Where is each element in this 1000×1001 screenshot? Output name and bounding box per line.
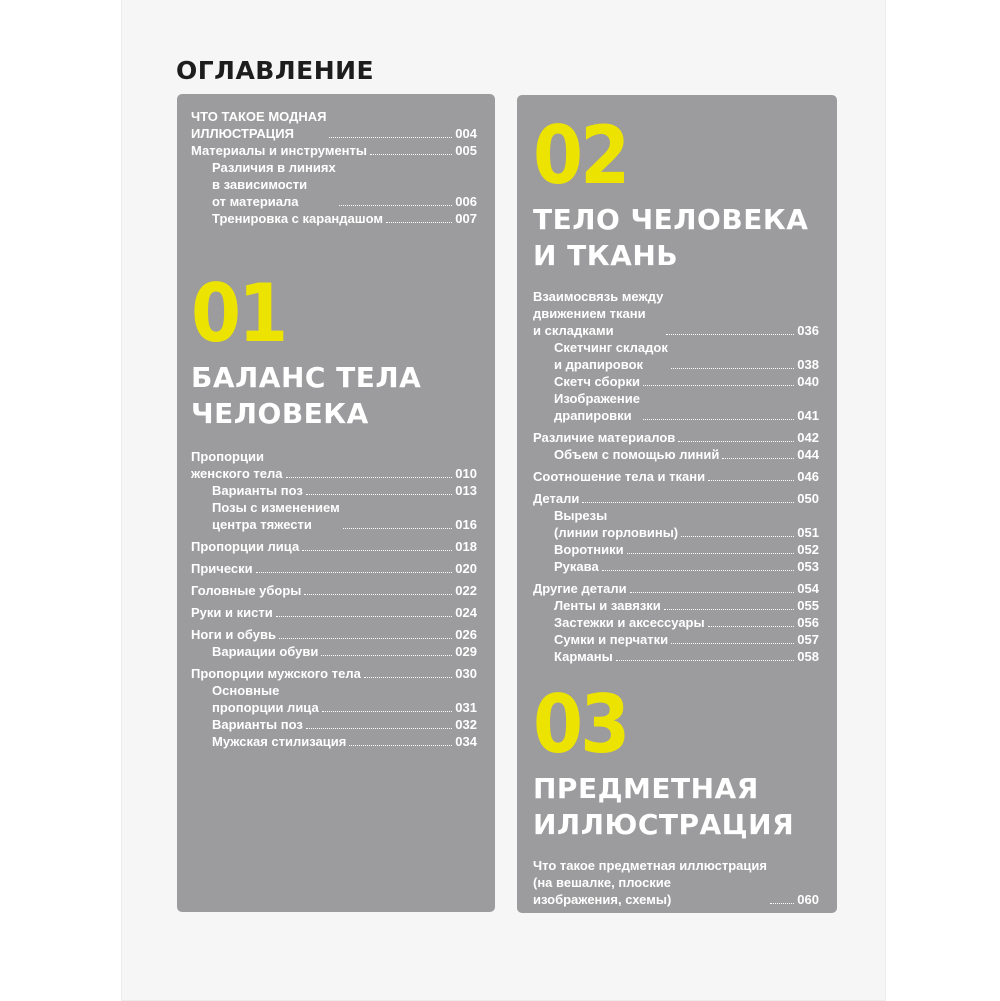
entry-page: 013: [455, 483, 477, 498]
entry-title: Взаимосвязь между движением ткани и складками: [533, 289, 664, 338]
entry-title: Пропорции лица: [191, 539, 300, 554]
entry-page: 055: [797, 598, 819, 613]
dot-leader: [582, 502, 794, 503]
toc-subentry[interactable]: [533, 558, 819, 575]
toc-entry[interactable]: [191, 665, 477, 682]
entry-page: 058: [797, 649, 819, 664]
section-03-header: [533, 678, 819, 843]
section-01-header: [191, 267, 477, 432]
toc-subentry[interactable]: [533, 614, 819, 631]
toc-entry[interactable]: [533, 580, 819, 597]
section-title: ПРЕДМЕТНАЯ ИЛЛЮСТРАЦИЯ: [533, 772, 795, 841]
entry-title: Вариации обуви: [212, 644, 319, 659]
toc-subentry[interactable]: [191, 210, 477, 227]
dot-leader: [643, 385, 794, 386]
toc-panel-right: [517, 95, 837, 913]
toc-entry[interactable]: [191, 108, 477, 142]
entry-title: Пропорции мужского тела: [191, 666, 361, 681]
entry-title: Соотношение тела и ткани: [533, 469, 706, 484]
entry-title: Прически: [191, 561, 253, 576]
section-01-list: [191, 448, 477, 750]
dot-leader: [321, 655, 452, 656]
entry-page: 006: [455, 194, 477, 209]
toc-entry[interactable]: [191, 626, 477, 643]
entry-title: ЧТО ТАКОЕ МОДНАЯ ИЛЛЮСТРАЦИЯ: [191, 109, 327, 141]
entry-page: 020: [455, 561, 477, 576]
entry-page: 005: [455, 143, 477, 158]
entry-title: Объем с помощью линий: [554, 447, 720, 462]
entry-page: 056: [797, 615, 819, 630]
toc-entry[interactable]: [533, 468, 819, 485]
toc-subentry[interactable]: [191, 733, 477, 750]
entry-page: 007: [455, 211, 477, 226]
toc-entry[interactable]: [191, 448, 477, 482]
entry-title: Руки и кисти: [191, 605, 273, 620]
entry-page: 010: [455, 466, 477, 481]
entry-page: 053: [797, 559, 819, 574]
entry-page: 041: [797, 408, 819, 423]
toc-entry[interactable]: [191, 604, 477, 621]
entry-title: Детали: [533, 491, 580, 506]
entry-page: 032: [455, 717, 477, 732]
entry-page: 044: [797, 447, 819, 462]
entry-page: 052: [797, 542, 819, 557]
entry-title: Воротники: [554, 542, 624, 557]
page-title: ОГЛАВЛЕНИЕ: [176, 56, 375, 85]
toc-subentry[interactable]: [191, 643, 477, 660]
entry-title: Пропорции женского тела: [191, 449, 283, 481]
entry-page: 040: [797, 374, 819, 389]
toc-entry[interactable]: [533, 429, 819, 446]
entry-page: 029: [455, 644, 477, 659]
entry-title: Головные уборы: [191, 583, 302, 598]
entry-page: 042: [797, 430, 819, 445]
entry-title: Различие материалов: [533, 430, 676, 445]
dot-leader: [302, 550, 452, 551]
section-number: 01: [191, 267, 286, 360]
entry-title: Скетч сборки: [554, 374, 640, 389]
dot-leader: [671, 368, 794, 369]
toc-entry[interactable]: [533, 288, 819, 339]
entry-title: Мужская стилизация: [212, 734, 347, 749]
section-number: 02: [533, 109, 628, 202]
entry-title: Другие детали: [533, 581, 627, 596]
entry-page: 057: [797, 632, 819, 647]
toc-subentry[interactable]: [533, 446, 819, 463]
entry-title: Основные пропорции лица: [212, 683, 319, 715]
entry-title: Варианты поз: [212, 483, 303, 498]
entry-title: Различия в линиях в зависимости от материала: [212, 160, 336, 209]
dot-leader: [630, 592, 795, 593]
intro-list: [191, 108, 477, 227]
toc-subentry[interactable]: [533, 390, 819, 424]
entry-page: 030: [455, 666, 477, 681]
toc-subentry[interactable]: [533, 597, 819, 614]
entry-title: Что такое предметная иллюстрация (на вешалке, плоские изображения, схемы): [533, 858, 767, 907]
toc-subentry[interactable]: [533, 541, 819, 558]
section-03-list: [533, 857, 819, 908]
dot-leader: [279, 638, 452, 639]
entry-title: Ленты и завязки: [554, 598, 661, 613]
entry-page: 036: [797, 323, 819, 338]
entry-page: 031: [455, 700, 477, 715]
toc-entry[interactable]: [191, 142, 477, 159]
entry-title: Сумки и перчатки: [554, 632, 669, 647]
entry-title: Позы с изменением центра тяжести: [212, 500, 340, 532]
dot-leader: [286, 477, 453, 478]
entry-page: 051: [797, 525, 819, 540]
toc-subentry[interactable]: [191, 682, 477, 716]
entry-title: Застежки и аксессуары: [554, 615, 705, 630]
dot-leader: [643, 419, 794, 420]
dot-leader: [722, 458, 794, 459]
toc-subentry[interactable]: [533, 373, 819, 390]
section-title: БАЛАНС ТЕЛА ЧЕЛОВЕКА: [191, 361, 422, 430]
section-number: 03: [533, 678, 628, 771]
toc-subentry[interactable]: [191, 716, 477, 733]
dot-leader: [627, 553, 795, 554]
toc-subentry[interactable]: [191, 499, 477, 533]
dot-leader: [256, 572, 453, 573]
dot-leader: [678, 441, 794, 442]
dot-leader: [602, 570, 795, 571]
toc-entry[interactable]: [191, 582, 477, 599]
section-02-list: [533, 288, 819, 665]
toc-subentry[interactable]: [533, 507, 819, 541]
entry-title: Скетчинг складок и драпировок: [554, 340, 668, 372]
entry-title: Вырезы (линии горловины): [554, 508, 679, 540]
toc-entry[interactable]: [191, 560, 477, 577]
entry-title: Ноги и обувь: [191, 627, 276, 642]
dot-leader: [339, 205, 453, 206]
entry-page: 018: [455, 539, 477, 554]
section-title: ТЕЛО ЧЕЛОВЕКА И ТКАНЬ: [533, 203, 809, 272]
dot-leader: [349, 745, 452, 746]
entry-page: 016: [455, 517, 477, 532]
entry-title: Варианты поз: [212, 717, 303, 732]
toc-entry[interactable]: [191, 538, 477, 555]
dot-leader: [364, 677, 452, 678]
toc-subentry[interactable]: [191, 482, 477, 499]
entry-page: 024: [455, 605, 477, 620]
toc-panel-left: [177, 94, 495, 912]
entry-title: Рукава: [554, 559, 599, 574]
dot-leader: [770, 903, 794, 904]
entry-page: 046: [797, 469, 819, 484]
entry-page: 050: [797, 491, 819, 506]
entry-title: Материалы и инструменты: [191, 143, 367, 158]
section-02-header: [533, 109, 819, 274]
entry-page: 038: [797, 357, 819, 372]
dot-leader: [708, 480, 794, 481]
dot-leader: [304, 594, 452, 595]
dot-leader: [322, 711, 453, 712]
entry-page: 004: [455, 126, 477, 141]
dot-leader: [708, 626, 795, 627]
dot-leader: [616, 660, 795, 661]
dot-leader: [681, 536, 794, 537]
entry-page: 022: [455, 583, 477, 598]
toc-subentry[interactable]: [533, 339, 819, 373]
dot-leader: [343, 528, 453, 529]
toc-subentry[interactable]: [533, 631, 819, 648]
entry-page: 054: [797, 581, 819, 596]
entry-page: 060: [797, 892, 819, 907]
dot-leader: [306, 494, 453, 495]
dot-leader: [664, 609, 795, 610]
dot-leader: [276, 616, 453, 617]
dot-leader: [666, 334, 794, 335]
toc-subentry[interactable]: [533, 648, 819, 665]
entry-title: Изображение драпировки: [554, 391, 640, 423]
entry-page: 034: [455, 734, 477, 749]
dot-leader: [386, 222, 452, 223]
dot-leader: [671, 643, 794, 644]
entry-title: Тренировка с карандашом: [212, 211, 383, 226]
dot-leader: [329, 137, 452, 138]
toc-subentry[interactable]: [191, 159, 477, 210]
entry-page: 026: [455, 627, 477, 642]
entry-title: Карманы: [554, 649, 613, 664]
dot-leader: [370, 154, 452, 155]
toc-entry[interactable]: [533, 490, 819, 507]
dot-leader: [306, 728, 453, 729]
toc-entry[interactable]: [533, 857, 819, 908]
